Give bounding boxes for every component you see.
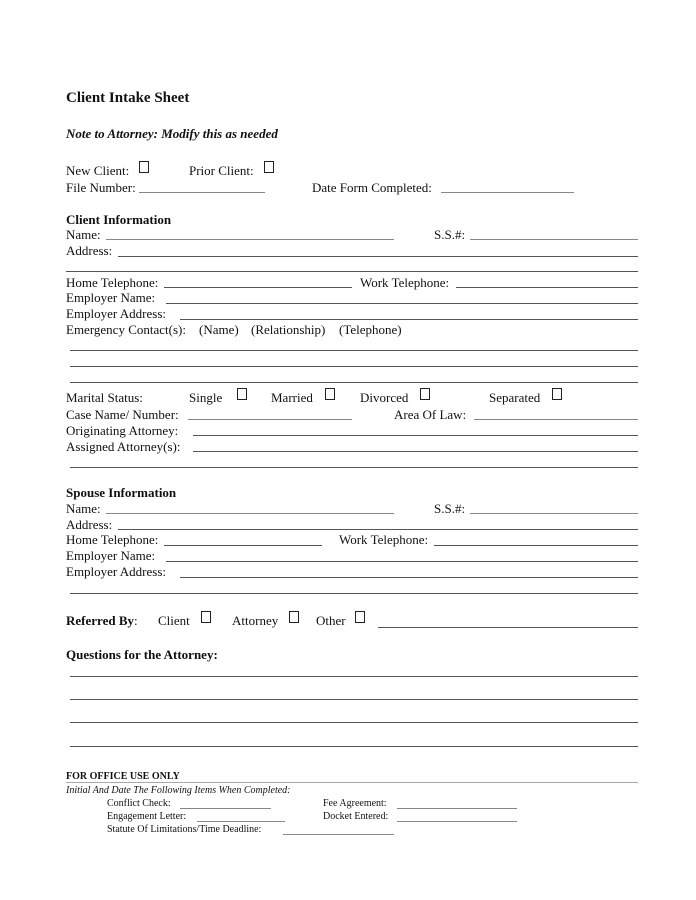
referred-client-label: Client xyxy=(158,613,190,628)
statute-label: Statute Of Limitations/Time Deadline: xyxy=(107,824,262,835)
client-name-label: Name: xyxy=(66,227,101,242)
referred-by-row xyxy=(66,614,138,627)
fee-agreement-label: Fee Agreement: xyxy=(323,798,387,809)
emergency-line-2[interactable] xyxy=(70,366,638,367)
engagement-letter-field[interactable] xyxy=(197,821,285,822)
referred-by-label: Referred By xyxy=(66,613,134,628)
file-number-field[interactable] xyxy=(139,192,265,193)
prior-client-checkbox[interactable] xyxy=(264,161,274,173)
client-address-line-2[interactable] xyxy=(66,271,638,272)
date-completed-label: Date Form Completed: xyxy=(312,180,432,195)
questions-line-3[interactable] xyxy=(70,722,638,723)
conflict-check-field[interactable] xyxy=(180,808,271,809)
case-name-field[interactable] xyxy=(188,419,352,420)
questions-line-1[interactable] xyxy=(70,676,638,677)
office-use-heading: FOR OFFICE USE ONLY xyxy=(66,771,180,782)
referred-attorney-label: Attorney xyxy=(232,613,279,628)
assigned-attorney-label: Assigned Attorney(s): xyxy=(66,439,181,454)
emergency-telephone-label: (Telephone) xyxy=(339,322,402,337)
spouse-ss-field[interactable] xyxy=(470,513,638,514)
new-client-label: New Client: xyxy=(66,163,130,178)
separated-label: Separated xyxy=(489,390,541,405)
client-info-heading: Client Information xyxy=(66,212,172,227)
spouse-work-phone-field[interactable] xyxy=(434,545,638,546)
date-completed-field[interactable] xyxy=(441,192,574,193)
originating-attorney-field[interactable] xyxy=(193,435,638,436)
spouse-info-heading: Spouse Information xyxy=(66,485,177,500)
spouse-home-phone-field[interactable] xyxy=(164,545,322,546)
spouse-employer-name-label: Employer Name: xyxy=(66,548,156,563)
spouse-ss-label: S.S.#: xyxy=(434,501,466,516)
single-checkbox[interactable] xyxy=(237,388,247,400)
married-checkbox[interactable] xyxy=(325,388,335,400)
referred-other-label: Other xyxy=(316,613,346,628)
client-work-phone-label: Work Telephone: xyxy=(360,275,450,290)
docket-entered-label: Docket Entered: xyxy=(323,811,389,822)
questions-heading: Questions for the Attorney: xyxy=(66,647,218,662)
office-instruction: Initial And Date The Following Items When Completed: xyxy=(66,785,291,796)
new-client-checkbox[interactable] xyxy=(139,161,149,173)
separated-checkbox[interactable] xyxy=(552,388,562,400)
spouse-employer-address-line-2[interactable] xyxy=(70,593,638,594)
client-address-label: Address: xyxy=(66,243,113,258)
divorced-label: Divorced xyxy=(360,390,409,405)
spouse-name-label: Name: xyxy=(66,501,101,516)
questions-line-2[interactable] xyxy=(70,699,638,700)
questions-line-4[interactable] xyxy=(70,746,638,747)
conflict-check-label: Conflict Check: xyxy=(107,798,171,809)
originating-attorney-label: Originating Attorney: xyxy=(66,423,179,438)
client-employer-address-label: Employer Address: xyxy=(66,306,167,321)
engagement-letter-label: Engagement Letter: xyxy=(107,811,187,822)
statute-field[interactable] xyxy=(283,834,394,835)
referred-client-checkbox[interactable] xyxy=(201,611,211,623)
fee-agreement-field[interactable] xyxy=(397,808,517,809)
single-label: Single xyxy=(189,390,223,405)
client-ss-label: S.S.#: xyxy=(434,227,466,242)
married-label: Married xyxy=(271,390,313,405)
client-home-phone-field[interactable] xyxy=(164,287,352,288)
emergency-contact-label: Emergency Contact(s): xyxy=(66,322,186,337)
assigned-attorney-field[interactable] xyxy=(193,451,638,452)
emergency-line-1[interactable] xyxy=(70,350,638,351)
docket-entered-field[interactable] xyxy=(397,821,517,822)
marital-status-label: Marital Status: xyxy=(66,390,143,405)
spouse-home-phone-label: Home Telephone: xyxy=(66,532,159,547)
spouse-name-field[interactable] xyxy=(106,513,394,514)
spouse-work-phone-label: Work Telephone: xyxy=(339,532,429,547)
emergency-line-3[interactable] xyxy=(70,382,638,383)
spouse-address-field[interactable] xyxy=(118,529,638,530)
prior-client-label: Prior Client: xyxy=(189,163,254,178)
referred-attorney-checkbox[interactable] xyxy=(289,611,299,623)
client-employer-name-field[interactable] xyxy=(166,303,638,304)
page-title: Client Intake Sheet xyxy=(66,90,190,106)
referred-by-colon: : xyxy=(133,613,138,628)
office-use-divider xyxy=(66,782,638,783)
area-of-law-label: Area Of Law: xyxy=(394,407,467,422)
spouse-employer-address-field[interactable] xyxy=(180,577,638,578)
divorced-checkbox[interactable] xyxy=(420,388,430,400)
assigned-attorney-line-2[interactable] xyxy=(70,467,638,468)
spouse-address-label: Address: xyxy=(66,517,113,532)
client-work-phone-field[interactable] xyxy=(456,287,638,288)
file-number-label: File Number: xyxy=(66,180,136,195)
spouse-employer-name-field[interactable] xyxy=(166,561,638,562)
referred-other-checkbox[interactable] xyxy=(355,611,365,623)
client-home-phone-label: Home Telephone: xyxy=(66,275,159,290)
client-address-field[interactable] xyxy=(118,256,638,257)
case-name-label: Case Name/ Number: xyxy=(66,407,179,422)
area-of-law-field[interactable] xyxy=(474,419,638,420)
emergency-name-label: (Name) xyxy=(199,322,239,337)
attorney-note: Note to Attorney: Modify this as needed xyxy=(66,126,278,141)
spouse-employer-address-label: Employer Address: xyxy=(66,564,167,579)
emergency-relationship-label: (Relationship) xyxy=(251,322,326,337)
client-name-field[interactable] xyxy=(106,239,394,240)
referred-other-field[interactable] xyxy=(378,627,638,628)
client-employer-name-label: Employer Name: xyxy=(66,290,156,305)
client-ss-field[interactable] xyxy=(470,239,638,240)
client-employer-address-field[interactable] xyxy=(180,319,638,320)
